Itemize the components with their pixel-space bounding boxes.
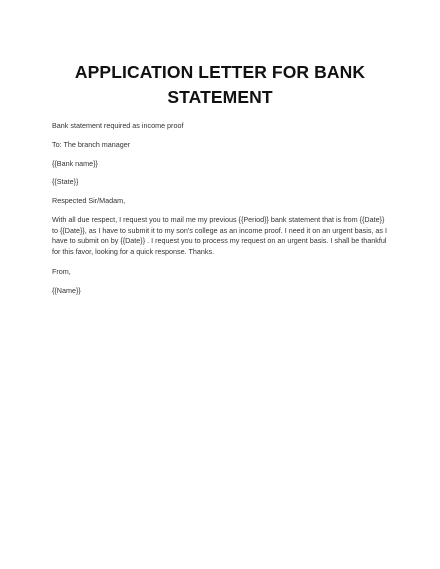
title-line-2: STATEMENT <box>167 87 273 107</box>
letter-body <box>52 121 397 304</box>
paragraph-line-1: With all due respect, I request you to mail me my previous {{Period}} bank statement that is from {{Date}} <box>52 214 385 224</box>
paragraph-line-4: for this favor, looking for a quick response. Thanks. <box>52 246 215 256</box>
bank-name-line: {{Bank name}} <box>52 158 98 168</box>
closing-line: From, <box>52 266 71 276</box>
document-title <box>40 60 400 110</box>
subject-line: Bank statement required as income proof <box>52 121 184 130</box>
recipient-line: To: The branch manager <box>52 139 131 149</box>
paragraph-line-2: to {{Date}}, as I have to submit it to my son's college as an income proof. I need it on an urgent basis, as I <box>52 225 387 235</box>
request-paragraph <box>52 215 397 257</box>
title-line-1: APPLICATION LETTER FOR BANK <box>74 62 366 82</box>
signature-name: {{Name}} <box>52 285 81 295</box>
state-line: {{State}} <box>52 177 79 187</box>
paragraph-line-3: have to submit on by {{Date}} . I request you to process my request on an urgent basis. I shall be thankful <box>52 236 387 246</box>
salutation-line: Respected Sir/Madam, <box>52 196 126 206</box>
